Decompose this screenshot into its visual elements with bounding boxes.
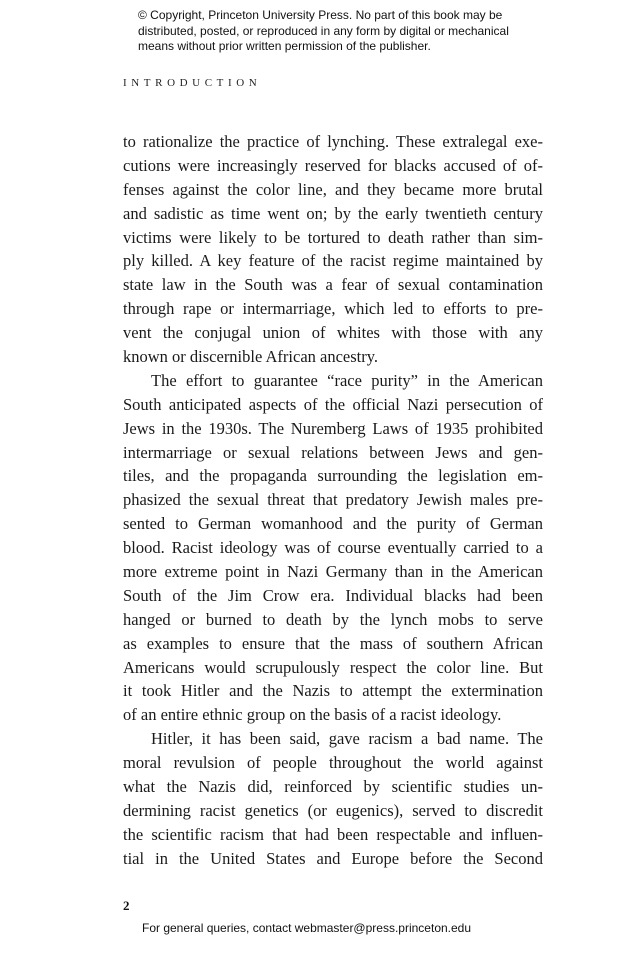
text-line: moral revulsion of people throughout the world against <box>123 753 543 773</box>
text-line: victims were likely to be tortured to death rather than sim- <box>123 227 543 247</box>
text-line: Jews in the 1930s. The Nuremberg Laws of 1935 prohibited <box>123 418 543 438</box>
text-line: Hitler, it has been said, gave racism a bad name. The <box>151 729 543 749</box>
text-line: state law in the South was a fear of sexual contamination <box>123 275 543 295</box>
text-line: the scientific racism that had been respectable and influen- <box>123 824 543 844</box>
copyright-line: distributed, posted, or reproduced in any form by digital or mechanical <box>138 23 509 38</box>
text-line: blood. Racist ideology was of course eventually carried to a <box>123 538 543 558</box>
text-line: more extreme point in Nazi Germany than in the American <box>123 562 543 582</box>
text-line: vent the conjugal union of whites with those with any <box>123 323 543 343</box>
text-line: tiles, and the propaganda surrounding the legislation em- <box>123 466 543 486</box>
text-line: dermining racist genetics (or eugenics), served to discredit <box>123 800 543 820</box>
text-line: known or discernible African ancestry. <box>123 347 379 367</box>
text-line: as examples to ensure that the mass of southern African <box>123 633 543 653</box>
text-line: cutions were increasingly reserved for blacks accused of of- <box>123 155 543 175</box>
text-line: South of the Jim Crow era. Individual blacks had been <box>123 585 543 605</box>
text-line: what the Nazis did, reinforced by scientific studies un- <box>123 777 543 797</box>
text-line: to rationalize the practice of lynching. These extralegal exe- <box>123 132 543 151</box>
text-line: South anticipated aspects of the official Nazi persecution of <box>123 394 543 414</box>
text-line: The effort to guarantee “race purity” in the American <box>151 370 543 390</box>
text-line: Americans would scrupulously respect the color line. But <box>123 657 543 677</box>
page-number: 2 <box>123 898 130 913</box>
text-line: fenses against the color line, and they became more brutal <box>123 179 543 199</box>
text-line: of an entire ethnic group on the basis of a racist ideology. <box>123 705 502 725</box>
copyright-line: © Copyright, Princeton University Press. No part of this book may be <box>138 8 503 22</box>
body-text <box>123 130 543 871</box>
text-line: hanged or burned to death by the lynch mobs to serve <box>123 609 543 629</box>
text-line: through rape or intermarriage, which led to efforts to pre- <box>123 299 543 319</box>
text-line: and sadistic as time went on; by the early twentieth century <box>123 203 543 223</box>
text-line: sented to German womanhood and the purity of German <box>123 514 543 534</box>
copyright-line: means without prior written permission of the publisher. <box>138 39 431 53</box>
copyright-notice <box>138 8 558 55</box>
running-head: INTRODUCTION <box>123 77 262 89</box>
text-line: intermarriage or sexual relations between Jews and gen- <box>123 442 543 462</box>
text-line: phasized the sexual threat that predatory Jewish males pre- <box>123 490 543 510</box>
text-line: tial in the United States and Europe before the Second <box>123 848 543 868</box>
text-line: it took Hitler and the Nazis to attempt the extermination <box>123 681 543 701</box>
text-line: ply killed. A key feature of the racist regime maintained by <box>123 251 543 271</box>
footer-contact: For general queries, contact webmaster@press.princeton.edu <box>142 921 472 935</box>
